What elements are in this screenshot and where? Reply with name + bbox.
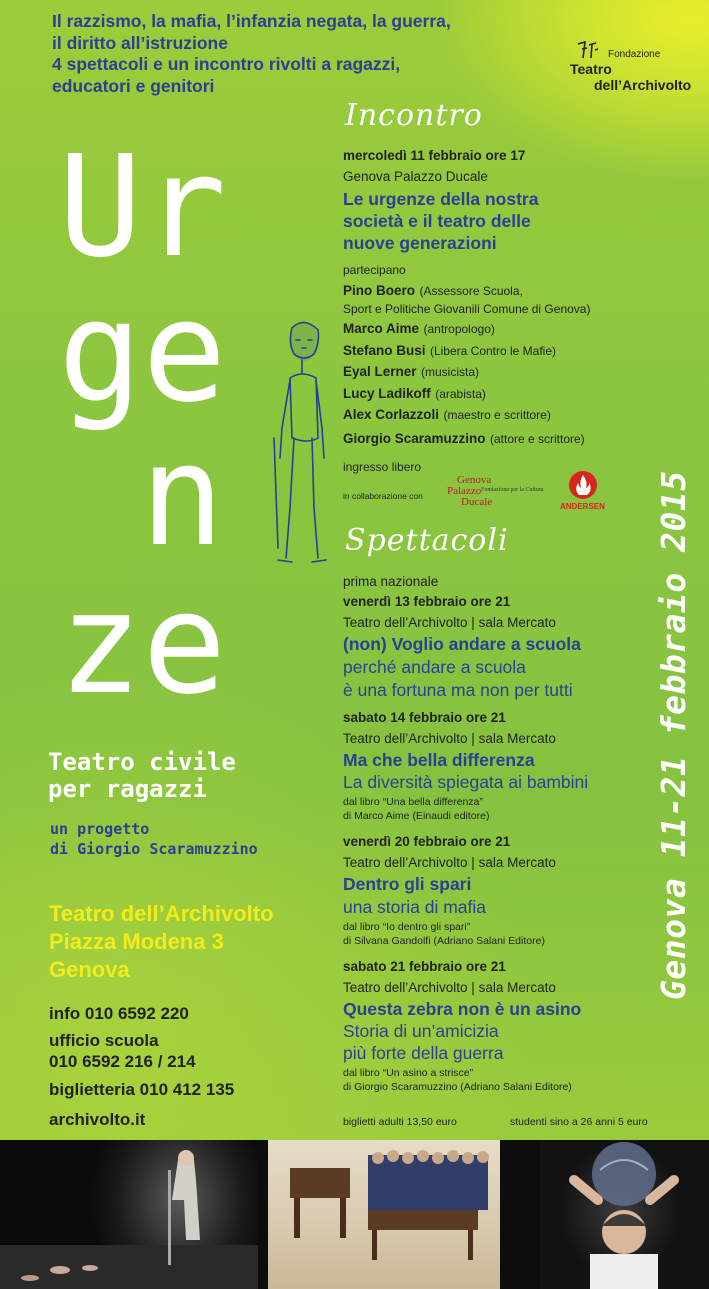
partner-text: ANDERSEN xyxy=(560,502,605,511)
venue-line: Genova xyxy=(49,957,130,982)
participant-name: Pino Boero xyxy=(343,283,416,298)
incontro-place: Genova Palazzo Ducale xyxy=(343,169,488,184)
stage-scene-icon xyxy=(0,1140,258,1289)
logo-line1: Teatro xyxy=(570,61,612,77)
venue-line: Piazza Modena 3 xyxy=(49,929,224,954)
project-line: di Giorgio Scaramuzzino xyxy=(50,840,258,858)
venue-line: Teatro dell’Archivolto xyxy=(49,901,274,926)
andersen-flame-icon xyxy=(568,470,598,500)
participant-role: Sport e Politiche Giovanili Comune di Genova) xyxy=(343,302,591,316)
show-subtitle: più forte della guerra xyxy=(343,1043,504,1063)
partner-text: Ducale xyxy=(461,496,493,508)
project-line: un progetto xyxy=(50,820,150,838)
show-subtitle: La diversità spiegata ai bambini xyxy=(343,772,589,792)
logo-fondazione: Fondazione xyxy=(608,49,661,60)
price-adult: biglietti adulti 13,50 euro xyxy=(343,1116,457,1128)
show-date: sabato 14 febbraio ore 21 xyxy=(343,710,506,725)
intro-line: 4 spettacoli e un incontro rivolti a ragazzi, xyxy=(52,54,401,74)
show-place: Teatro dell’Archivolto | sala Mercato xyxy=(343,731,556,746)
show-subtitle: una storia di mafia xyxy=(343,897,486,917)
logo-line2: dell’Archivolto xyxy=(594,77,692,93)
show-book-author: di Giorgio Scaramuzzino (Adriano Salani Editore) xyxy=(343,1081,572,1093)
participant xyxy=(343,406,551,424)
show-place: Teatro dell’Archivolto | sala Mercato xyxy=(343,615,556,630)
subtitle-line: Teatro civile xyxy=(48,748,236,776)
spettacoli-heading: Spettacoli xyxy=(345,523,509,558)
participant xyxy=(343,430,585,448)
participant-name: Alex Corlazzoli xyxy=(343,407,440,422)
participant xyxy=(343,342,556,360)
incontro-title: Le urgenze della nostra xyxy=(343,189,539,209)
title-letters-2: ge xyxy=(58,271,227,434)
show-title: Dentro gli spari xyxy=(343,874,472,894)
intro-line: Il razzismo, la mafia, l’infanzia negata, la guerra, xyxy=(52,11,451,31)
participant-role: (antropologo) xyxy=(423,322,495,336)
price-student: studenti sino a 26 anni 5 euro xyxy=(510,1116,648,1128)
desert-classroom-icon xyxy=(268,1140,500,1289)
contact-website-link[interactable]: archivolto.it xyxy=(49,1110,146,1129)
show-date: venerdì 13 febbraio ore 21 xyxy=(343,594,511,609)
palazzo-ducale-logo xyxy=(445,474,545,514)
contact-box-office[interactable]: biglietteria 010 412 135 xyxy=(49,1080,235,1099)
show-date: sabato 21 febbraio ore 21 xyxy=(343,959,506,974)
participant-role: (Assessore Scuola, xyxy=(419,284,523,298)
show-book-author: di Silvana Gandolfi (Adriano Salani Editore) xyxy=(343,935,545,947)
subtitle xyxy=(48,749,236,803)
boy-illustration xyxy=(268,318,340,580)
participant xyxy=(343,385,486,403)
show-title: Questa zebra non è un asino xyxy=(343,999,582,1019)
title-letters-4: ze xyxy=(58,563,227,726)
incontro-title: società e il teatro delle xyxy=(343,211,531,231)
theatre-logo-icon xyxy=(576,40,600,60)
show-subtitle: è una fortuna ma non per tutti xyxy=(343,680,573,700)
contact-info[interactable]: info 010 6592 220 xyxy=(49,1004,189,1023)
partner-text: Genova xyxy=(457,474,492,486)
contact-school-label: ufficio scuola xyxy=(49,1031,159,1050)
venue xyxy=(49,900,274,984)
participant-role: (musicista) xyxy=(421,365,480,379)
photo-classroom xyxy=(268,1140,500,1289)
project-credit xyxy=(50,819,258,859)
show-book-author: di Marco Aime (Einaudi editore) xyxy=(343,810,490,822)
participant-name: Giorgio Scaramuzzino xyxy=(343,431,486,446)
photo-strip xyxy=(0,1140,709,1289)
show-place: Teatro dell’Archivolto | sala Mercato xyxy=(343,980,556,995)
free-entry: ingresso libero xyxy=(343,460,422,474)
participant-role: (attore e scrittore) xyxy=(489,432,585,446)
participant-name: Lucy Ladikoff xyxy=(343,386,431,401)
participant xyxy=(343,282,523,300)
intro-line: educatori e genitori xyxy=(52,75,215,96)
archivolto-logo xyxy=(568,40,692,96)
show-subtitle: perché andare a scuola xyxy=(343,657,526,677)
title-letters-3: n xyxy=(140,415,225,578)
incontro-heading: Incontro xyxy=(345,98,483,133)
participant-role: (arabista) xyxy=(435,387,486,401)
participant-role: (maestro e scrittore) xyxy=(443,408,551,422)
partner-text: Palazzo xyxy=(447,485,482,497)
participant xyxy=(343,363,479,381)
incontro-date: mercoledì 11 febbraio ore 17 xyxy=(343,148,526,163)
participant-name: Stefano Busi xyxy=(343,343,426,358)
contact-school-phone[interactable]: 010 6592 216 / 214 xyxy=(49,1052,196,1071)
collaboration-label: in collaborazione con xyxy=(343,491,423,501)
show-subtitle: Storia di un’amicizia xyxy=(343,1021,499,1041)
participant-name: Marco Aime xyxy=(343,321,420,336)
show-place: Teatro dell’Archivolto | sala Mercato xyxy=(343,855,556,870)
show-date: venerdì 20 febbraio ore 21 xyxy=(343,834,511,849)
participant-role: (Libera Contro le Mafie) xyxy=(429,344,557,358)
partner-text: Fondazione per la Cultura xyxy=(481,487,544,493)
intro-line: il diritto all’istruzione xyxy=(52,32,228,53)
show-book: dal libro “Una bella differenza” xyxy=(343,796,483,808)
photo-actor-globe xyxy=(540,1140,709,1289)
actor-with-globe-icon xyxy=(540,1140,709,1289)
incontro-title: nuove generazioni xyxy=(343,233,497,253)
subtitle-line: per ragazzi xyxy=(48,775,207,803)
event-dates-vertical: Genova 11-21 febbraio 2015 xyxy=(654,470,693,1000)
participants-label: partecipano xyxy=(343,263,406,277)
title-letters-1: Ur xyxy=(58,126,227,289)
participant xyxy=(343,320,495,338)
intro-text xyxy=(52,11,502,97)
show-title: Ma che bella differenza xyxy=(343,750,535,770)
show-title: (non) Voglio andare a scuola xyxy=(343,634,581,654)
show-book: dal libro “Un asino a strisce” xyxy=(343,1067,474,1079)
participant-name: Eyal Lerner xyxy=(343,364,417,379)
photo-stage xyxy=(0,1140,258,1289)
premiere-label: prima nazionale xyxy=(343,574,439,589)
show-book: dal libro “Io dentro gli spari” xyxy=(343,921,471,933)
andersen-logo xyxy=(560,470,606,518)
